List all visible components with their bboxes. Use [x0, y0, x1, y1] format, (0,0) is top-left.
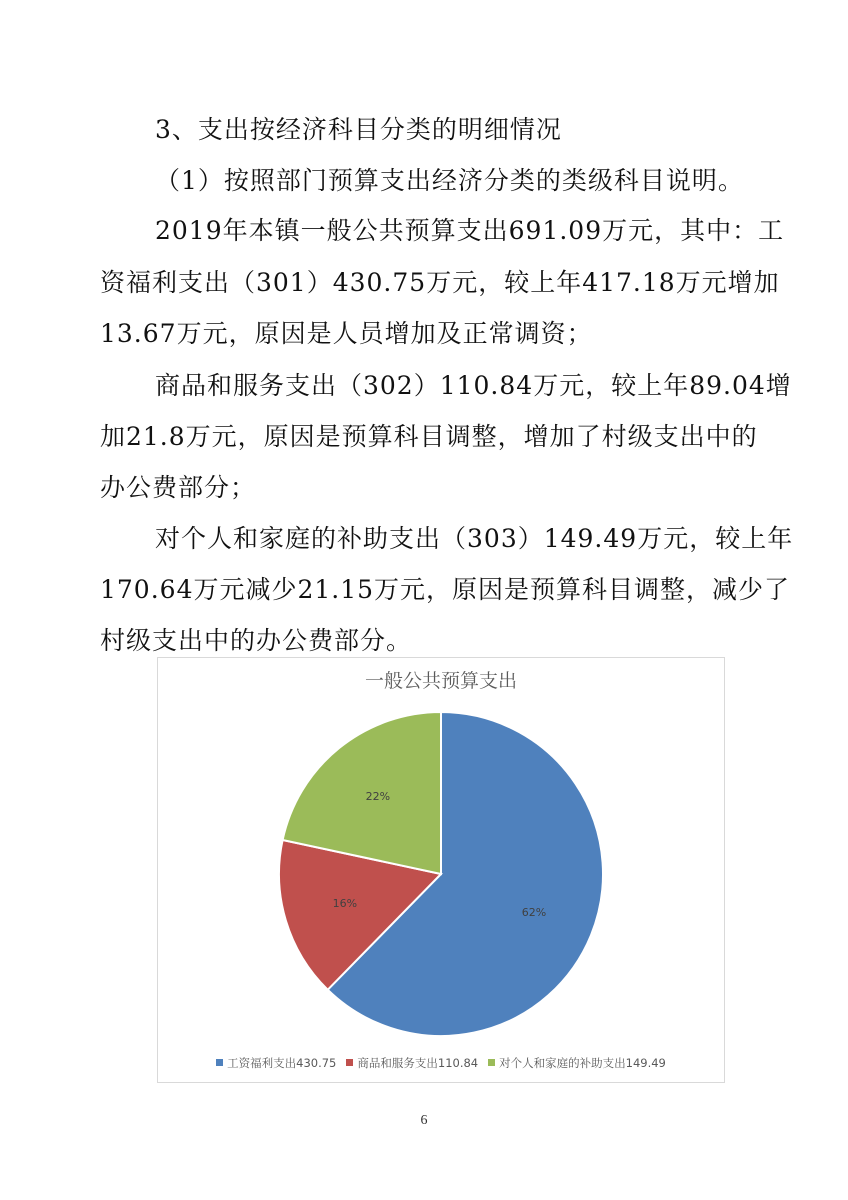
pie-data-label: 62%	[521, 905, 547, 919]
legend-label: 对个人和家庭的补助支出149.49	[499, 1056, 666, 1070]
legend-item	[216, 1055, 336, 1071]
paragraph-line: 对个人和家庭的补助支出（303）149.49万元，较上年	[155, 524, 794, 553]
pie-data-label: 22%	[365, 789, 391, 803]
legend-item	[346, 1055, 478, 1071]
legend-swatch-icon	[216, 1059, 223, 1066]
legend-swatch-icon	[488, 1059, 495, 1066]
legend-label: 工资福利支出430.75	[227, 1056, 337, 1070]
legend-item	[488, 1055, 666, 1071]
paragraph-line: 13.67万元，原因是人员增加及正常调资；	[100, 319, 593, 348]
paragraph-line: 2019年本镇一般公共预算支出691.09万元，其中：工	[155, 216, 785, 245]
chart-legend	[158, 1055, 724, 1071]
legend-label: 商品和服务支出110.84	[357, 1056, 479, 1070]
pie-chart	[157, 657, 725, 1083]
paragraph-line: 170.64万元减少21.15万元，原因是预算科目调整，减少了	[100, 575, 791, 604]
paragraph-line: 村级支出中的办公费部分。	[100, 626, 413, 655]
section-heading: 3、支出按经济科目分类的明细情况	[155, 115, 562, 144]
paragraph-line: 资福利支出（301）430.75万元，较上年417.18万元增加	[100, 268, 780, 297]
chart-title: 一般公共预算支出	[364, 670, 517, 692]
page-number: 6	[420, 1113, 428, 1128]
pie-data-label: 16%	[332, 896, 358, 910]
legend-swatch-icon	[346, 1059, 353, 1066]
paragraph-line: 商品和服务支出（302）110.84万元，较上年89.04增	[155, 371, 792, 400]
subsection-heading: （1）按照部门预算支出经济分类的类级科目说明。	[155, 166, 744, 195]
paragraph-line: 办公费部分；	[100, 473, 257, 502]
paragraph-line: 加21.8万元，原因是预算科目调整，增加了村级支出中的	[100, 422, 758, 451]
pie-chart-plot	[158, 658, 726, 1084]
